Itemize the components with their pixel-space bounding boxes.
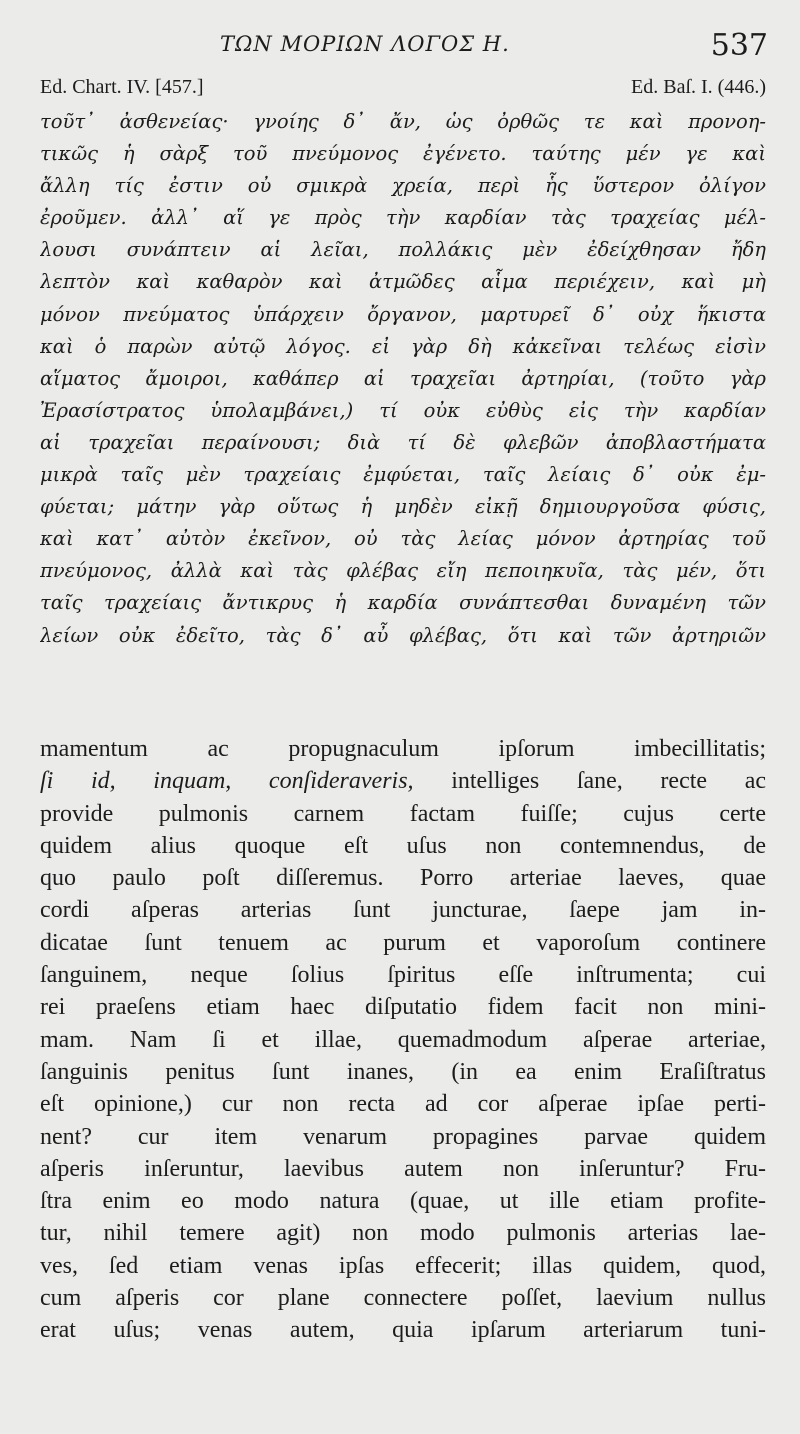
greek-line: λείων οὐκ ἐδεῖτο, τὰς δ᾽ αὖ φλέβας, ὅτι καὶ τῶν ἀρτηριῶν bbox=[40, 623, 766, 647]
latin-line: quo paulo poſt diſſeremus. Porro arteriae laeves, quae bbox=[40, 865, 766, 892]
greek-line: καὶ ὁ παρὼν αὐτῷ λόγος. εἰ γὰρ δὴ κἀκεῖναι τελέως εἰσὶν bbox=[40, 334, 766, 358]
greek-line: Ἐρασίστρατος ὑπολαμβάνει,) τί οὐκ εὐθὺς εἰς τὴν καρδίαν bbox=[40, 398, 766, 422]
greek-line: μικρὰ ταῖς μὲν τραχείαις ἐμφύεται, ταῖς λείαις δ᾽ οὐκ ἐμ- bbox=[40, 463, 766, 487]
latin-line: mamentum ac propugnaculum ipſorum imbecillitatis; bbox=[40, 736, 766, 762]
latin-italic-phrase: ſi id, inquam, conſideraveris, bbox=[40, 768, 414, 795]
latin-line: dicatae ſunt tenuem ac purum et vaporoſum continere bbox=[40, 929, 766, 956]
edition-basel-reference: Ed. Baſ. I. (446.) bbox=[631, 76, 766, 98]
greek-line: καὶ κατ᾽ αὐτὸν ἐκεῖνον, οὐ τὰς λείας μόνον ἀρτηρίας τοῦ bbox=[40, 527, 766, 551]
greek-line: αἵματος ἄμοιροι, καθάπερ αἱ τραχεῖαι ἀρτηρίαι, (τοῦτο γὰρ bbox=[40, 366, 766, 390]
greek-line: αἱ τραχεῖαι περαίνουσι; διὰ τί δὲ φλεβῶν ἀποβλαστήματα bbox=[40, 430, 766, 454]
greek-line: ταῖς τραχείαις ἄντικρυς ἡ καρδία συνάπτεσθαι δυναμένη τῶν bbox=[40, 591, 766, 615]
latin-line: provide pulmonis carnem factam fuiſſe; cujus certe bbox=[40, 800, 766, 827]
greek-line: μόνον πνεύματος ὑπάρχειν ὄργανον, μαρτυρεῖ δ᾽ οὐχ ἥκιστα bbox=[40, 302, 766, 326]
greek-line: ἄλλη τίς ἐστιν οὐ σμικρὰ χρεία, περὶ ἧς ὕστερον ὀλίγον bbox=[40, 174, 766, 198]
latin-line: nent? cur item venarum propagines parvae quidem bbox=[40, 1123, 766, 1150]
latin-line: tur, nihil temere agit) non modo pulmonis arterias lae- bbox=[40, 1220, 766, 1247]
latin-line: cum aſperis cor plane connectere poſſet, laevium nullus bbox=[40, 1285, 766, 1312]
latin-line: cordi aſperas arterias ſunt juncturae, ſaepe jam in- bbox=[40, 897, 766, 924]
latin-line: rei praeſens etiam haec diſputatio fidem facit non mini- bbox=[40, 994, 766, 1021]
page-header bbox=[0, 28, 800, 68]
edition-reference-line bbox=[40, 76, 766, 106]
greek-line: τικῶς ἡ σὰρξ τοῦ πνεύμονος ἐγένετο. ταύτης μέν γε καὶ bbox=[40, 142, 766, 166]
latin-line: mam. Nam ſi et illae, quemadmodum aſperae arteriae, bbox=[40, 1026, 766, 1053]
greek-line: λεπτὸν καὶ καθαρὸν καὶ ἀτμῶδες αἷμα περιέχειν, καὶ μὴ bbox=[40, 270, 766, 294]
latin-line bbox=[40, 765, 766, 797]
latin-line: quidem alius quoque eſt uſus non contemnendus, de bbox=[40, 832, 766, 859]
greek-line: τοῦτ᾽ ἀσθενείας· γνοίης δ᾽ ἄν, ὡς ὀρθῶς τε καὶ προνοη- bbox=[40, 110, 766, 133]
latin-line: erat uſus; venas autem, quia ipſarum arteriarum tuni- bbox=[40, 1317, 766, 1344]
latin-translation-block bbox=[40, 733, 766, 1347]
latin-line: ſtra enim eo modo natura (quae, ut ille etiam profite- bbox=[40, 1188, 766, 1215]
running-title: ΤΩΝ ΜΟΡΙΩΝ ΛΟΓΟΣ Η. bbox=[220, 32, 510, 56]
greek-text-block bbox=[40, 106, 766, 652]
page-number: 537 bbox=[710, 28, 768, 63]
latin-line-remainder: intelliges ſane, recte ac bbox=[413, 768, 766, 795]
greek-line: πνεύμονος, ἀλλὰ καὶ τὰς φλέβας εἴη πεποιηκυῖα, τὰς μέν, ὅτι bbox=[40, 559, 766, 583]
latin-line: ſanguinis penitus ſunt inanes, (in ea enim Eraſiſtratus bbox=[40, 1058, 766, 1085]
latin-line: ves, ſed etiam venas ipſas effecerit; illas quidem, quod, bbox=[40, 1252, 766, 1279]
greek-line: λουσι συνάπτειν αἱ λεῖαι, πολλάκις μὲν ἐδείχθησαν ἤδη bbox=[40, 238, 766, 262]
edition-chartier-reference: Ed. Chart. IV. [457.] bbox=[40, 76, 204, 98]
latin-line: eſt opinione,) cur non recta ad cor aſperae ipſae perti- bbox=[40, 1091, 766, 1118]
latin-line: ſanguinem, neque ſolius ſpiritus eſſe inſtrumenta; cui bbox=[40, 962, 766, 989]
greek-line: ἐροῦμεν. ἀλλ᾽ αἵ γε πρὸς τὴν καρδίαν τὰς τραχείας μέλ- bbox=[40, 206, 766, 230]
greek-line: φύεται; μάτην γὰρ οὕτως ἡ μηδὲν εἰκῇ δημιουργοῦσα φύσις, bbox=[40, 495, 766, 519]
latin-line: aſperis inſeruntur, laevibus autem non inſeruntur? Fru- bbox=[40, 1155, 766, 1182]
